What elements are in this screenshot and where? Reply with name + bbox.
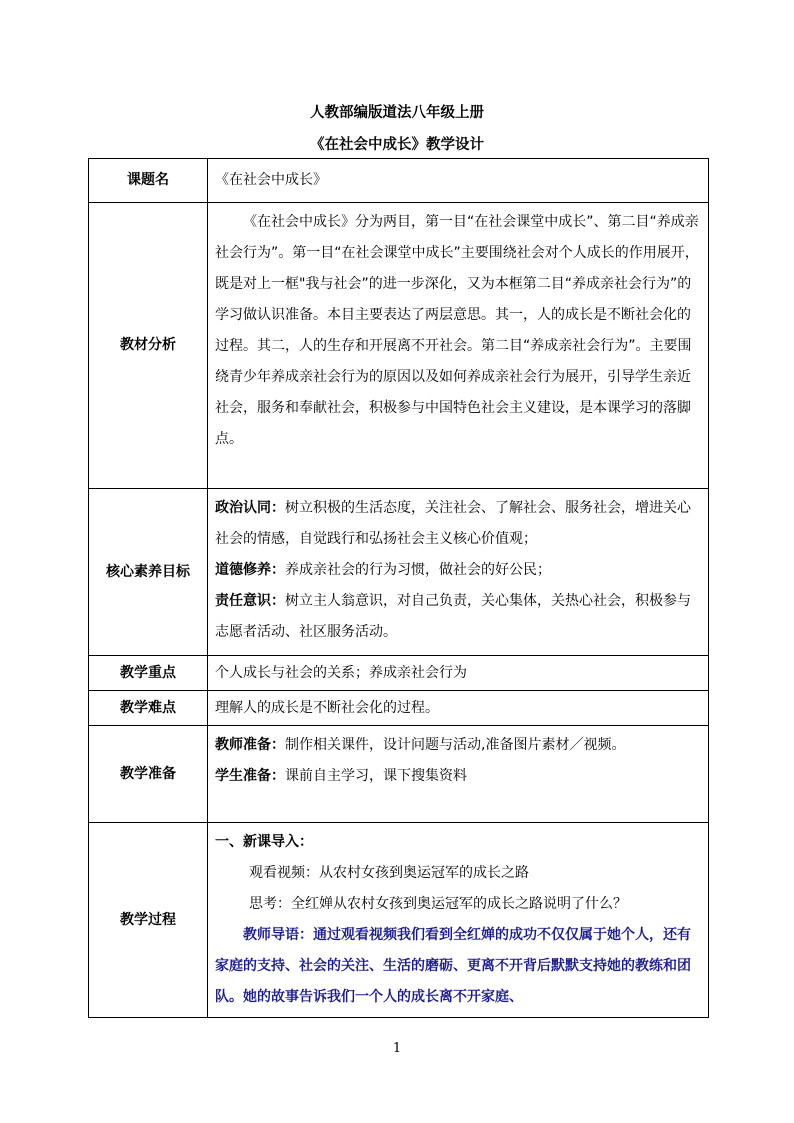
label-analysis: 教材分析 [89,203,208,489]
label-key-point: 教学重点 [89,656,208,691]
goal-political: 政治认同：树立积极的生活态度，关注社会、了解社会、服务社会，增进关心社会的情感，自觉践行和弘扬社会主义核心价值观； [215,500,691,547]
process-teacher-guide: 教师导语：通过观看视频我们看到全红婵的成功不仅仅属于她个人，还有家庭的支持、社会的关注、生活的磨砺、更离不开背后默默支持她的教练和团队。她的故事告诉我们一个人的成长离不开家庭、 [215,927,691,1005]
lesson-plan-table [88,158,709,1018]
analysis-text: 《在社会中成长》分为两目，第一目“在社会课堂中成长”、第二目“养成亲社会行为”。第一目“在社会课堂中成长”主要围绕社会对个人成长的作用展开，既是对上一框"我与社会”的进一步深化，又为本框第二目“养成亲社会行为”的学习做认识准备。本目主要表达了两层意思。其一，人的成长是不断社会化的过程。其二，人的生存和开展离不开社会。第二目“养成亲社会行为”。主要围绕青少年养成亲社会行为的原因以及如何养成亲社会行为展开，引导学生亲近社会，服务和奉献社会，积极参与中国特色社会主义建设，是本课学习的落脚点。 [215,214,699,447]
label-process: 教学过程 [89,823,208,1018]
row-preparation [89,726,709,823]
goal-responsibility: 责任意识：树立主人翁意识，对自己负责，关心集体，关热心社会，积极参与志愿者活动、社区服务活动。 [215,593,691,640]
value-process [208,823,709,1018]
row-difficulty [89,691,709,726]
label-preparation: 教学准备 [89,726,208,823]
value-analysis [208,203,709,489]
label-difficulty: 教学难点 [89,691,208,726]
process-question-line: 思考：全红婵从农村女孩到奥运冠军的成长之路说明了什么？ [249,896,627,912]
value-preparation [208,726,709,823]
value-difficulty: 理解人的成长是不断社会化的过程。 [208,691,709,726]
document-title: 人教部编版道法八年级上册 [310,105,484,121]
value-goals [208,489,709,656]
prep-student: 学生准备：课前自主学习，课下搜集资料 [215,768,467,784]
value-key-point: 个人成长与社会的关系；养成亲社会行为 [208,656,709,691]
page-number: 1 [392,1041,402,1056]
prep-teacher: 教师准备：制作相关课件，设计问题与活动,准备图片素材／视频。 [215,737,626,753]
document-subtitle: 《在社会中成长》教学设计 [310,137,484,153]
label-topic: 课题名 [89,159,208,203]
row-analysis [89,203,709,489]
row-topic [89,159,709,203]
row-goals [89,489,709,656]
goal-moral: 道德修养：养成亲社会的行为习惯，做社会的好公民； [215,562,551,578]
value-topic: 《在社会中成长》 [208,159,709,203]
label-goals: 核心素养目标 [89,489,208,656]
process-video-line: 观看视频：从农村女孩到奥运冠军的成长之路 [249,865,529,881]
row-key-point [89,656,709,691]
process-section-title: 一、新课导入： [215,834,313,850]
row-process [89,823,709,1018]
